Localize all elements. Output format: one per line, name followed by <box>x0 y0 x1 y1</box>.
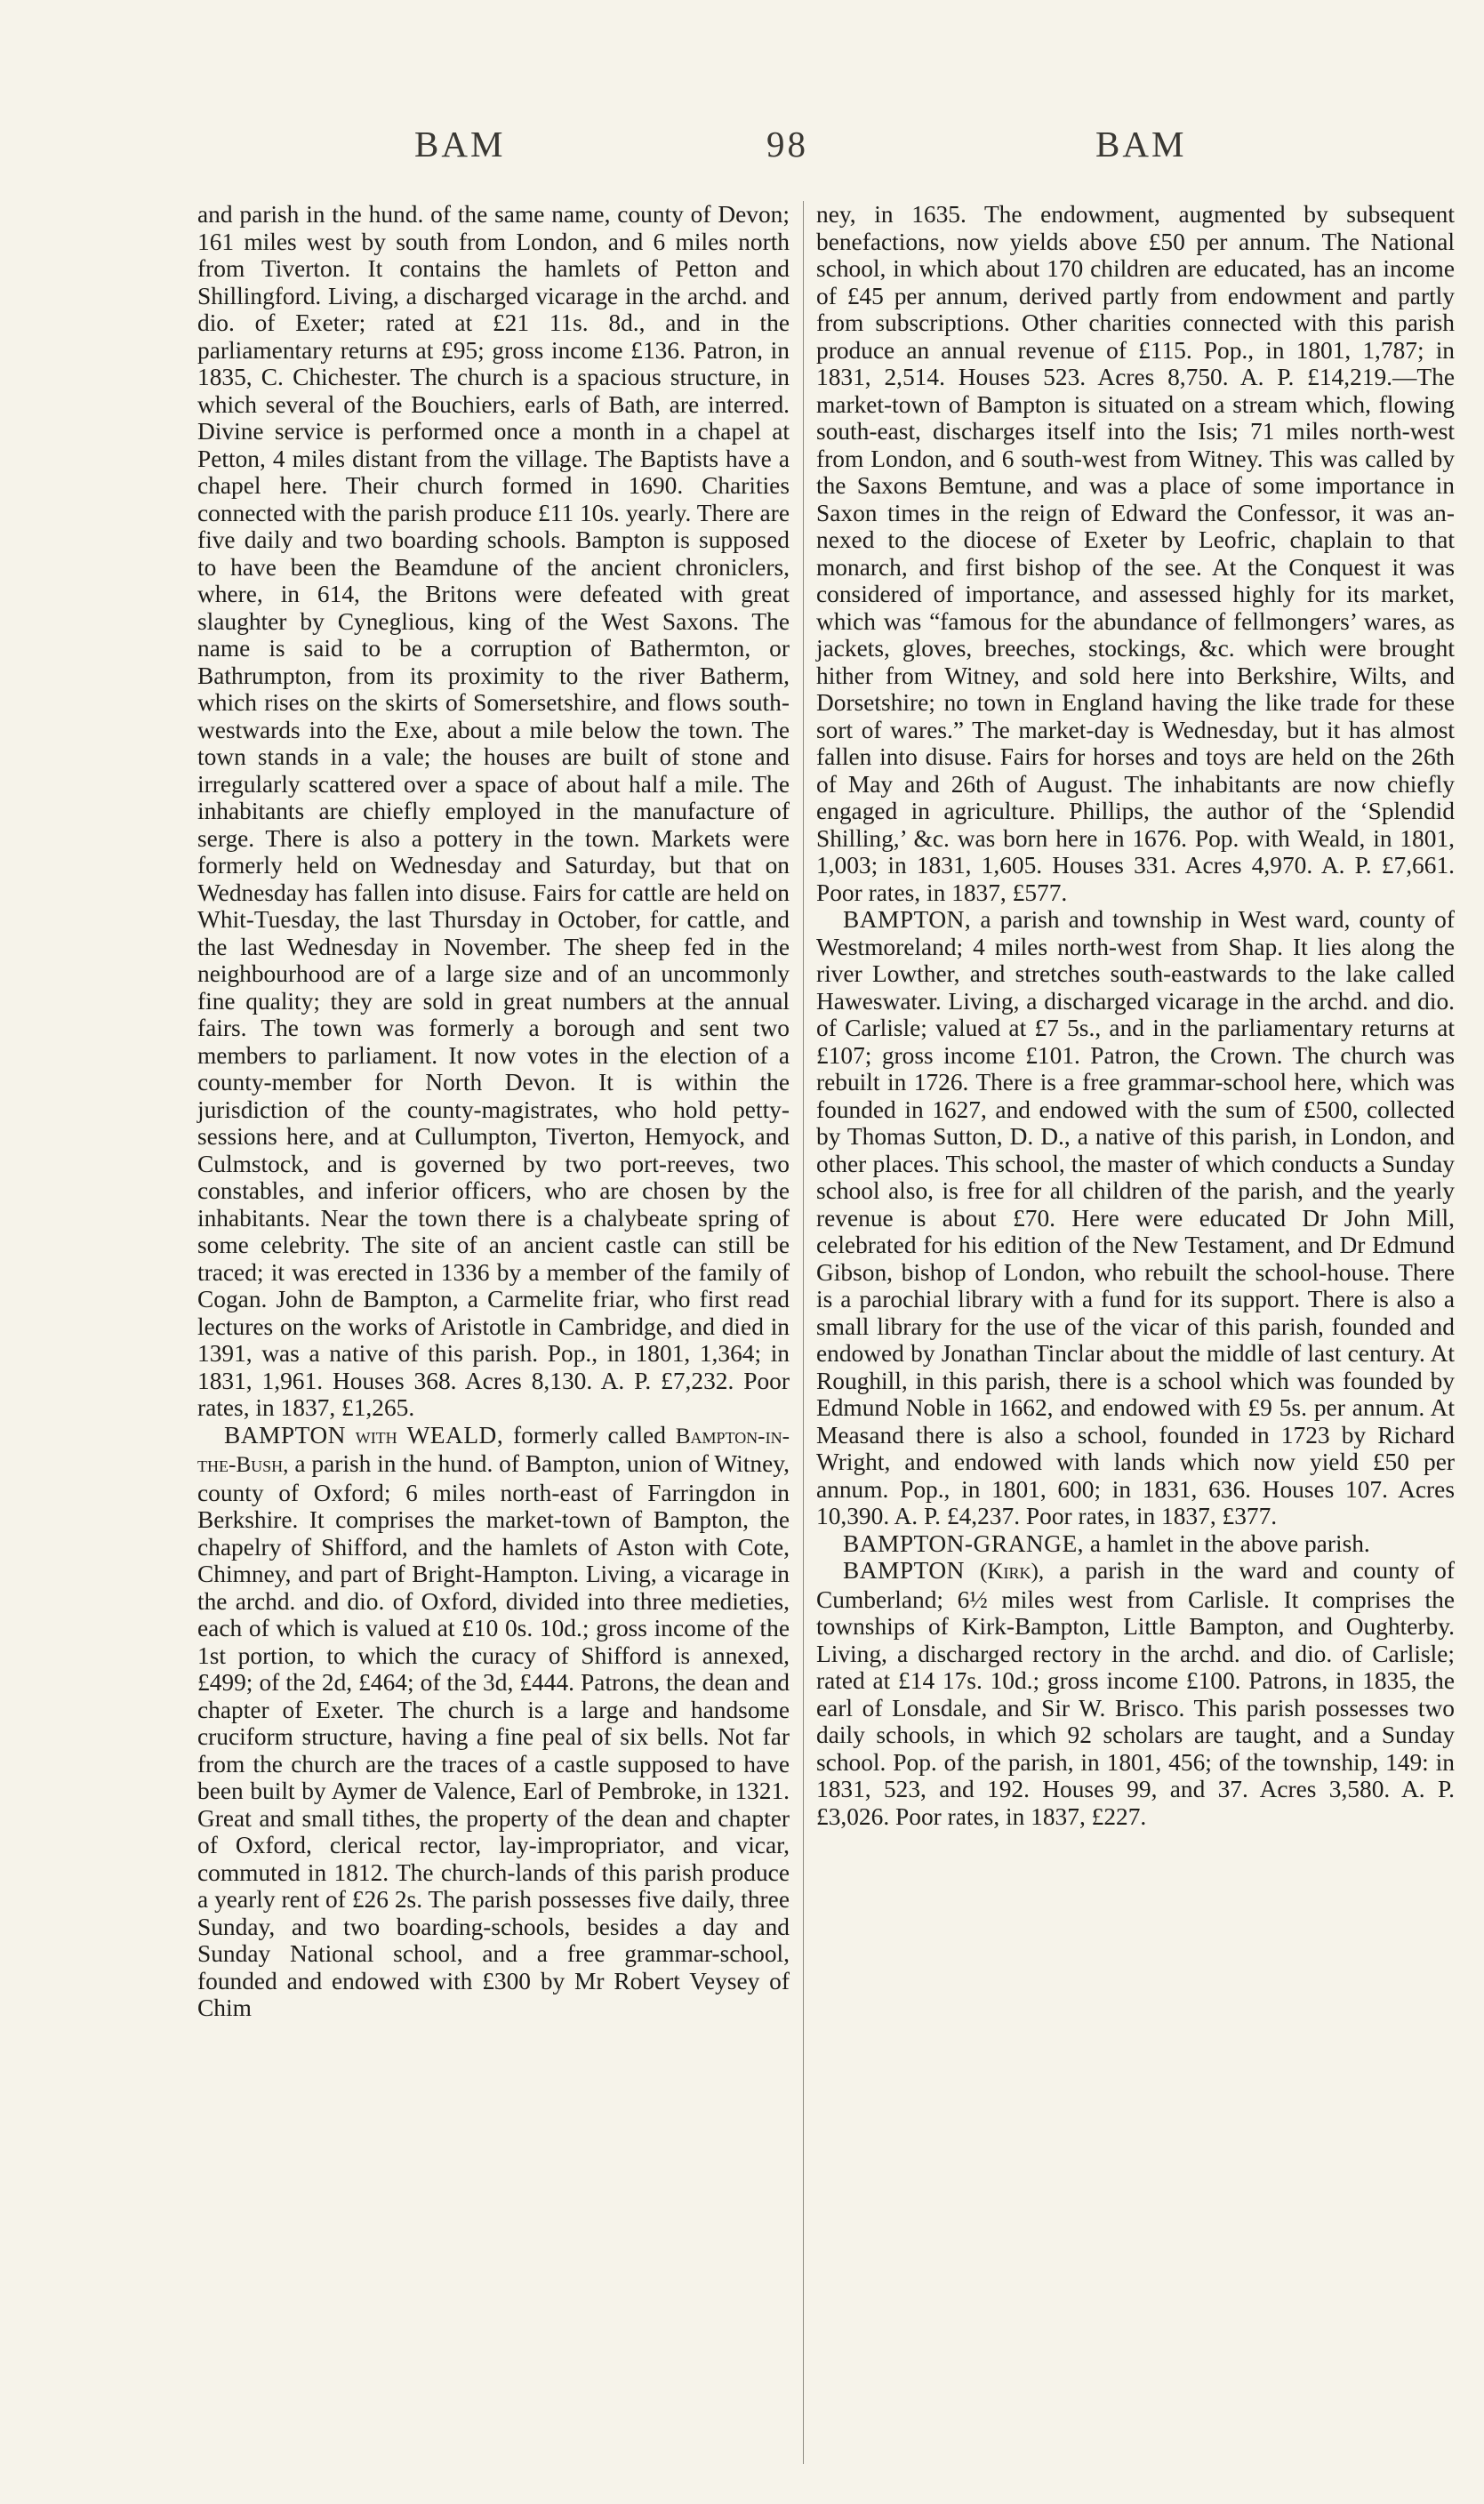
entry-bampton-devon-continued: and parish in the hund. of the same name, county of Devon; 161 miles west by south from London, and 6 miles north from Tiverton. It contains the hamlets of Petton and Shillingford. Living, a discharged vicarage in the archd. and dio. of Exeter; rated at £21 11s. 8d., and in the parliamentary returns at £95; gross income £136. Patron, in 1835, C. Chichester. The church is a spacious structure, in which several of the Bouchiers, earls of Bath, are interred. Divine service is performed once a month in a chapel at Petton, 4 miles distant from the village. The Baptists have a chapel here. Their church formed in 1690. Charities connected with the parish produce £11 10s. yearly. There are five daily and two boarding schools. Bampton is supposed to have been the Beamdune of the ancient chroniclers, where, in 614, the Britons were defeated with great slaughter by Cyneglious, king of the West Saxons. The name is said to be a corruption of Bathermton, or Bathrumpton, from its proximity to the river Batherm, which rises on the skirts of Somersetshire, and flows south-westwards into the Exe, about a mile below the town. The town stands in a vale; the houses are built of stone and irregularly scattered over a space of about half a mile. The inhabitants are chiefly employed in the manufacture of serge. There is also a pottery in the town. Markets were formerly held on Wednesday and Saturday, but that on Wednesday has fallen into disuse. Fairs for cattle are held on Whit-Tuesday, the last Thursday in October, for cattle, and the last Wednesday in November. The sheep fed in the neighbourhood are of a large size and of an uncommonly fine quality; they are sold in great numbers at the annual fairs. The town was formerly a borough and sent two members to parliament. It now votes in the election of a county-member for North Devon. It is within the jurisdiction of the county-magistrates, who hold petty-sessions here, and at Cullumpton, Tiverton, Hemyock, and Culmstock, and is governed by two port-reeves, two constables, and inferior officers, who are chosen by the inhabitants. Near the town there is a chalybeate spring of some celebrity. The site of an ancient castle can still be traced; it was erected in 1336 by a member of the family of Cogan. John de Bampton, a Carmelite friar, who first read lectures on the works of Aristotle in Cambridge, and died in 1391, was a native of this parish. Pop., in 1801, 1,364; in 1831, 1,961. Houses 368. Acres 8,130. A. P. £7,232. Poor rates, in 1837, £1,265. <box>197 201 790 1421</box>
left-column <box>197 201 790 2022</box>
entry-heading: BAMPTON <box>843 1557 965 1584</box>
running-header <box>0 123 1484 176</box>
right-column <box>816 201 1455 1830</box>
entry-text: a parish in the ward and county of Cumberland; 6½ miles west from Carlisle. It comprises the townships of Kirk-Bampton, Little Bampton, and Oughterby. Living, a discharged rectory in the archd. and dio. of Carlisle; rated at £14 17s. 10d.; gross income £100. Patrons, in 1835, the earl of Lonsdale, and Sir W. Brisco. This parish possesses two daily schools, in which 92 scholars are taught, and a Sunday school. Pop. of the parish, in 1801, 456; of the township, 149: in 1831, 523, and 192. Houses 99, and 37. Acres 3,580. A. P. £3,026. Poor rates, in 1837, £227. <box>816 1557 1455 1830</box>
entry-text: formerly called <box>512 1421 666 1449</box>
entry-bampton-with-weald <box>197 1422 790 2022</box>
entry-bampton-kirk <box>816 1557 1455 1830</box>
header-right-guide-word: BAM <box>1095 124 1187 165</box>
entry-heading-part: WEALD, <box>406 1421 504 1449</box>
entry-heading: BAMPTON, <box>843 906 972 933</box>
entry-alias: Bampton-in-the-Bush, <box>197 1424 790 1477</box>
entry-heading-qualifier: (Kirk), <box>979 1560 1045 1584</box>
entry-text: a parish and township in West ward, county of Westmoreland; 4 miles north-west from Shap. It lies along the river Lowther, and stretches south-eastwards to the lake called Haweswater. Living, a discharged vicarage in the archd. and dio. of Carlisle; valued at £7 5s., and in the parliamentary returns at £107; gross income £101. Patron, the Crown. The church was rebuilt in 1726. There is a free grammar-school here, which was founded in 1627, and endowed with the sum of £500, collected by Thomas Sutton, D. D., a native of this parish, in London, and other places. This school, the master of which conducts a Sunday school also, is free for all children of the parish, and the yearly revenue is about £70. Here were educated Dr John Mill, celebrated for his edition of the New Testament, and Dr Edmund Gibson, bishop of London, who rebuilt the school-house. There is a parochial library with a fund for its support. There is also a small library for the use of the vicar of this parish, founded and endowed by Jonathan Tinclar about the middle of last century. At Roughill, in this parish, there is a school which was founded by Edmund Noble in 1662, and endowed with £9 5s. per annum. At Measand there is also a school, founded in 1723 by Richard Wright, and endowed with lands which now yield £50 per annum. Pop., in 1801, 600; in 1831, 636. Houses 107. Acres 10,390. A. P. £4,237. Poor rates, in 1837, £377. <box>816 906 1455 1529</box>
entry-heading-connector: with <box>355 1424 397 1449</box>
page-number: 98 <box>766 124 808 165</box>
entry-text: a parish in the hund. of Bampton, union of Witney, county of Oxford; 6 miles north-east of Farringdon in Berkshire. It comprises the market-town of Bampton, the chapelry of Shifford, and the hamlets of Aston with Cote, Chimney, and part of Bright-Hampton. Living, a vicarage in the archd. and dio. of Oxford, divided into three medieties, each of which is valued at £10 0s. 10d.; gross income of the 1st portion, to which the curacy of Shifford is annexed, £499; of the 2d, £464; of the 3d, £444. Patrons, the dean and chapter of Exeter. The church is a large and handsome cruciform structure, having a fine peal of six bells. Not far from the church are the traces of a castle supposed to have been built by Aymer de Valence, Earl of Pembroke, in 1321. Great and small tithes, the property of the dean and chapter of Oxford, clerical rector, lay-impropriator, and vicar, commuted in 1812. The church-lands of this parish produce a yearly rent of £26 2s. The parish possesses five daily, three Sunday, and two boarding-schools, besides a day and Sunday National school, and a free grammar-school, founded and endowed with £300 by Mr Robert Veysey of Chim <box>197 1450 790 2021</box>
column-divider <box>803 201 804 2464</box>
entry-bampton-grange <box>816 1530 1455 1558</box>
header-left-guide-word: BAM <box>414 124 506 165</box>
entry-text: a hamlet in the above parish. <box>1089 1529 1370 1557</box>
entry-heading: BAMPTON <box>224 1421 346 1449</box>
entry-heading: BAMPTON-GRANGE, <box>843 1529 1085 1557</box>
entry-bampton-westmoreland <box>816 906 1455 1530</box>
entry-bampton-weald-continued: ney, in 1635. The endowment, augmented by subsequent benefactions, now yields above £50 per annum. The National school, in which about 170 children are educated, has an income of £45 per annum, derived partly from endowment and partly from subscriptions. Other charities connected with this parish produce an annual revenue of £115. Pop., in 1801, 1,787; in 1831, 2,514. Houses 523. Acres 8,750. A. P. £14,219.—The market-town of Bampton is situated on a stream which, flowing south-east, discharges itself into the Isis; 71 miles north-west from London, and 6 south-west from Witney. This was called by the Saxons Bemtune, and was a place of some importance in Saxon times in the reign of Edward the Confessor, it was annexed to the diocese of Exeter by Leofric, chaplain to that monarch, and first bishop of the see. At the Conquest it was considered of importance, and assessed highly for its market, which was “famous for the abundance of fellmongers’ wares, as jackets, gloves, breeches, stockings, &c. which were brought hither from Witney, and sold here into Berkshire, Wilts, and Dorsetshire; no town in England having the like trade for these sort of wares.” The market-day is Wednesday, but it has almost fallen into disuse. Fairs for horses and toys are held on the 26th of May and 26th of August. The inhabitants are now chiefly engaged in agriculture. Phillips, the author of the ‘Splendid Shilling,’ &c. was born here in 1676. Pop. with Weald, in 1801, 1,003; in 1831, 1,605. Houses 331. Acres 4,970. A. P. £7,661. Poor rates, in 1837, £577. <box>816 201 1455 906</box>
